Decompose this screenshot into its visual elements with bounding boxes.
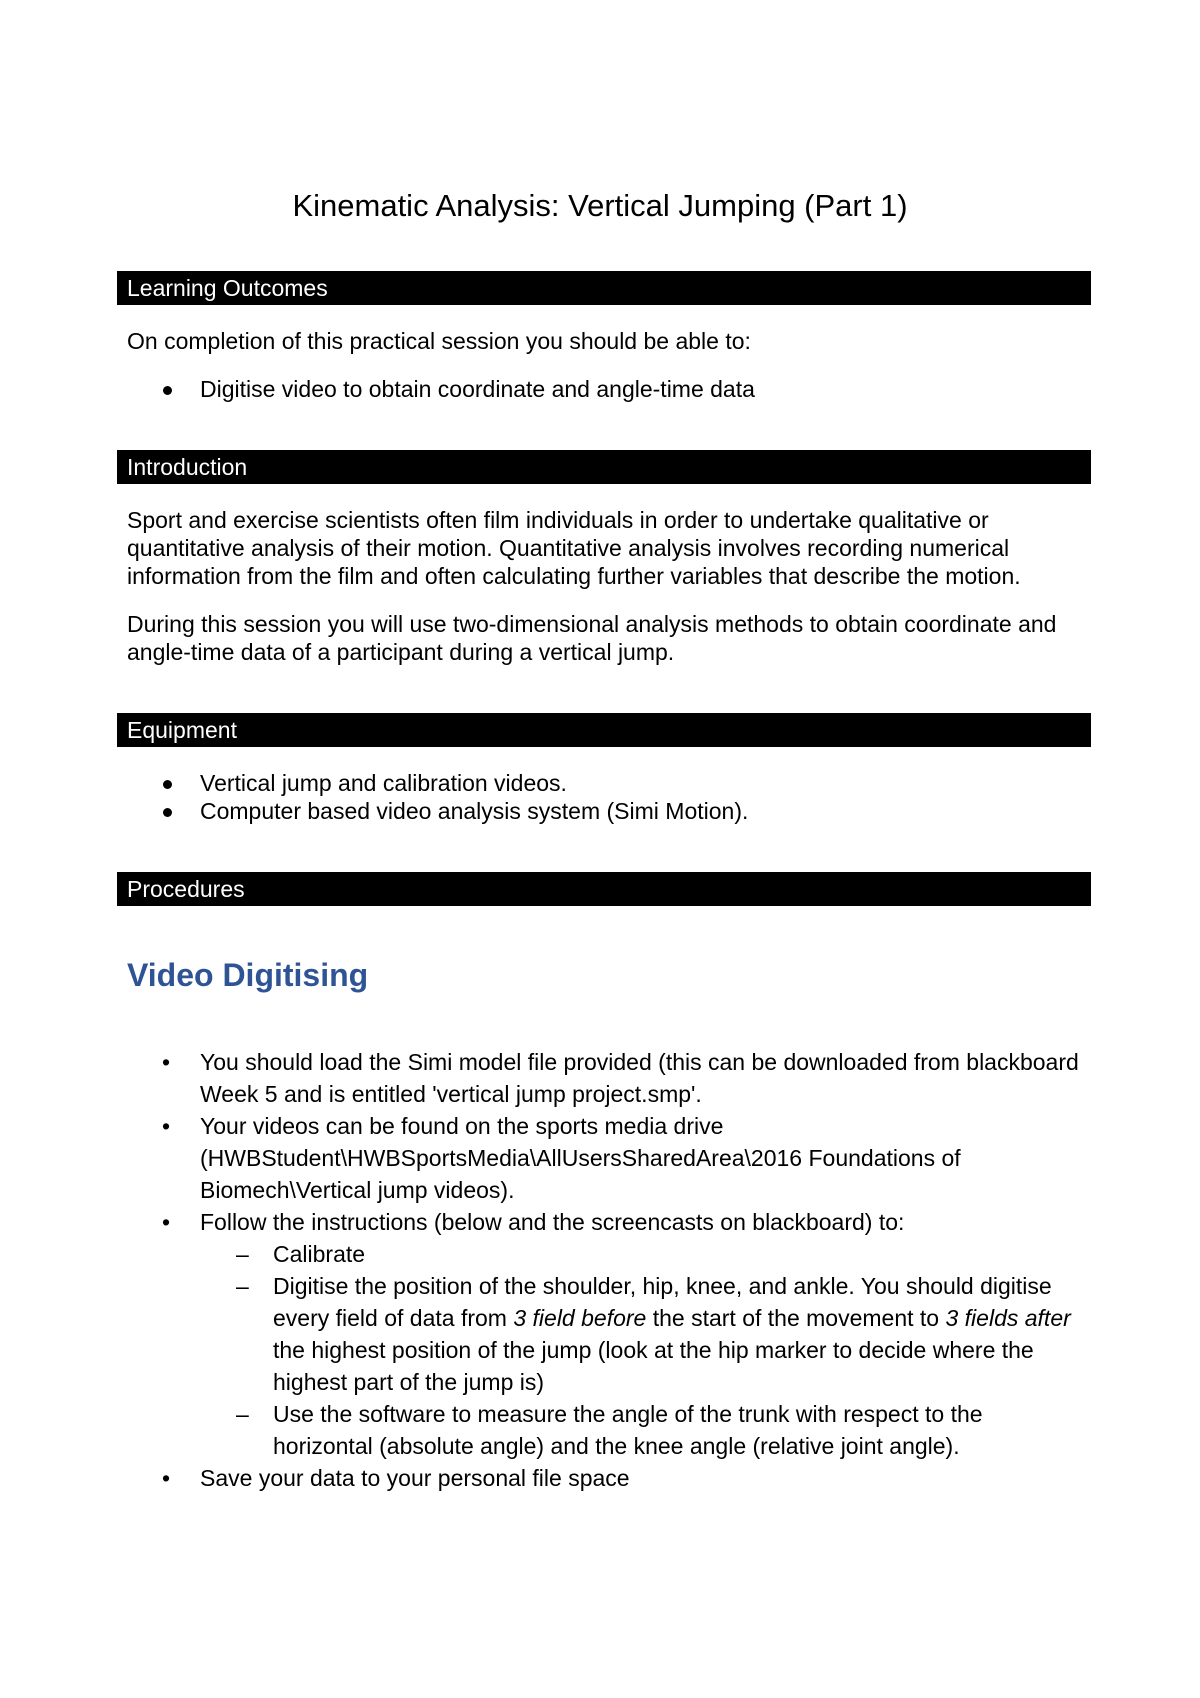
bullet-icon: •	[162, 1209, 171, 1235]
list-item-text: You should load the Simi model file provided (this can be downloaded from blackboard Week 5 and is entitled 'vertical jump project.smp'.	[200, 1049, 1079, 1107]
introduction-paragraph: During this session you will use two-dimensional analysis methods to obtain coordinate and angle-time data of a participant during a vertical jump.	[127, 611, 1057, 665]
sub-list-item-text: Use the software to measure the angle of the trunk with respect to the horizontal (absolute angle) and the knee angle (relative joint angle).	[273, 1401, 983, 1459]
list-item-text: Your videos can be found on the sports media drive (HWBStudent\HWBSportsMedia\AllUsersSharedArea\2016 Foundations of Biomech\Vertical jump videos).	[200, 1113, 961, 1203]
list-item-text: Vertical jump and calibration videos.	[200, 770, 567, 796]
bullet-icon: •	[162, 1465, 171, 1491]
procedure-list	[127, 1046, 1087, 1494]
bullet-icon	[163, 808, 172, 817]
emphasis-text: 3 fields after	[945, 1305, 1071, 1331]
bullet-icon: •	[162, 1113, 171, 1139]
emphasis-text: 3 field before	[513, 1305, 647, 1331]
section-header-learning-outcomes: Learning Outcomes	[117, 271, 1091, 305]
text-run: the highest position of the jump (look at the hip marker to decide where the highest part of the jump is)	[273, 1337, 1034, 1395]
list-item-text: Save your data to your personal file space	[200, 1465, 630, 1491]
sub-list-item	[200, 1270, 1087, 1398]
bullet-icon	[163, 780, 172, 789]
dash-icon: –	[236, 1401, 249, 1427]
sub-list-item-text	[273, 1273, 1071, 1395]
introduction-paragraph: Sport and exercise scientists often film individuals in order to undertake qualitative or quantitative analysis of their motion. Quantitative analysis involves recording numerical information from the film and often calculating further variables that describe the motion.	[127, 507, 1021, 589]
section-header-procedures: Procedures	[117, 872, 1091, 906]
bullet-icon: •	[162, 1049, 171, 1075]
list-item-text: Digitise video to obtain coordinate and angle-time data	[200, 376, 755, 402]
sub-list-item	[200, 1238, 1087, 1270]
list-item	[127, 1206, 1087, 1462]
learning-outcomes-intro: On completion of this practical session you should be able to:	[127, 328, 751, 354]
document-title: Kinematic Analysis: Vertical Jumping (Part 1)	[292, 188, 908, 223]
text-run: Digitise the position of the shoulder, hip, knee, and ankle. You should digitise every field of data from	[273, 1273, 1052, 1331]
list-item-text: Follow the instructions (below and the screencasts on blackboard) to:	[200, 1209, 905, 1235]
text-run: the start of the movement to	[646, 1305, 946, 1331]
list-item	[127, 1046, 1087, 1110]
sub-list-item-text: Calibrate	[273, 1241, 366, 1267]
sub-list	[200, 1238, 1087, 1462]
sub-list-item	[200, 1398, 1087, 1462]
list-item	[127, 1462, 1087, 1494]
dash-icon: –	[236, 1241, 249, 1267]
section-header-introduction: Introduction	[117, 450, 1091, 484]
bullet-icon	[163, 386, 172, 395]
dash-icon: –	[236, 1273, 249, 1299]
list-item-text: Computer based video analysis system (Simi Motion).	[200, 798, 749, 824]
list-item	[127, 1110, 1087, 1206]
subheading-video-digitising: Video Digitising	[127, 957, 369, 993]
section-header-equipment: Equipment	[117, 713, 1091, 747]
